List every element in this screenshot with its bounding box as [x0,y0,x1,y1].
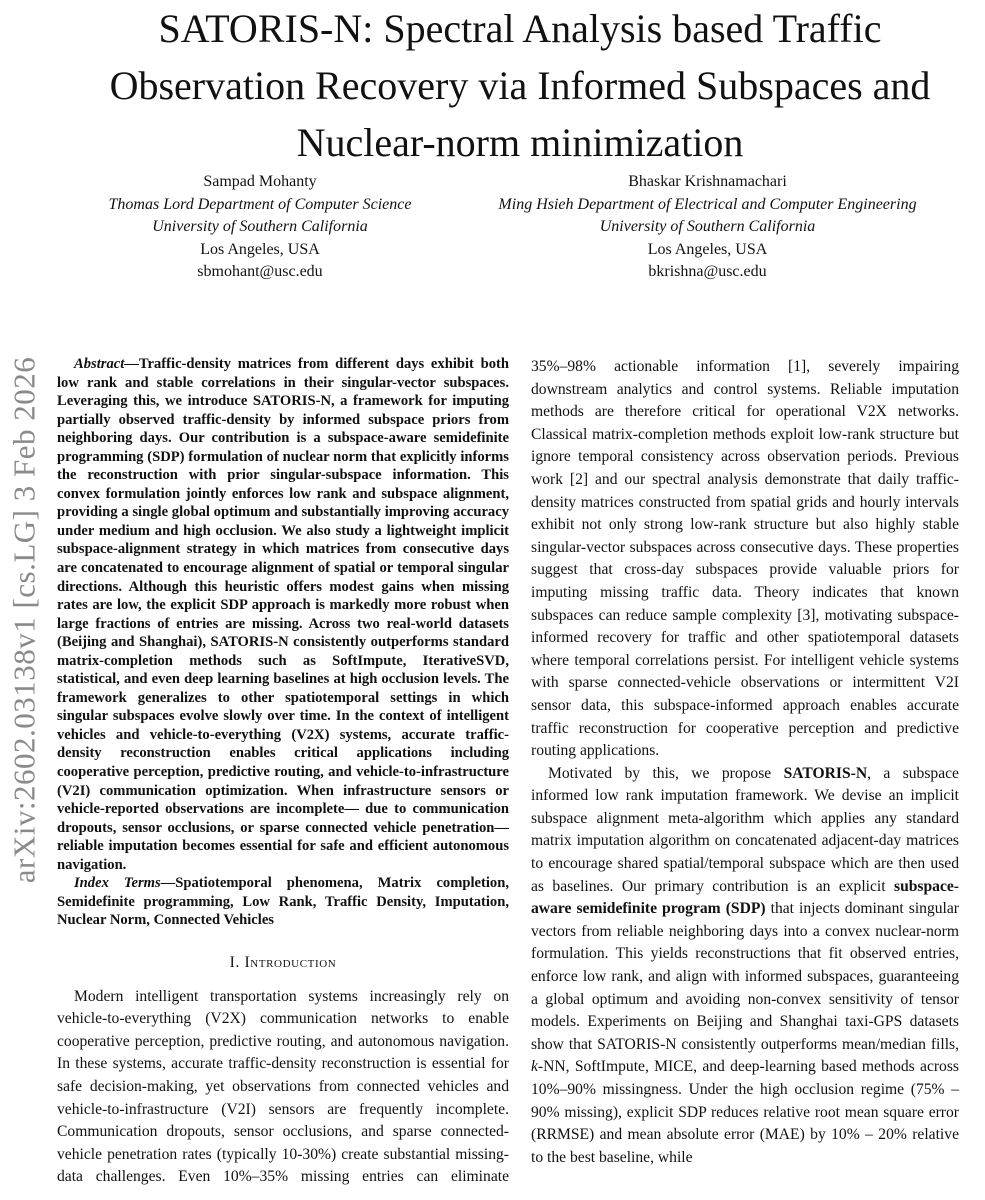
author-city: Los Angeles, USA [200,240,320,258]
arxiv-identifier: arXiv:2602.03138v1 [cs.LG] 3 Feb 2026 [6,356,41,884]
section-title: Introduction [244,953,337,971]
section-heading-introduction [57,952,509,975]
intro-p2-italic-k: k [531,1058,538,1076]
intro-paragraph-1: Modern intelligent transportation systems increasingly rely on vehicle-to-everything (V2X) communication networks to enable cooperative perception, predictive routing, and autonomous navigation. In these systems, accurate traffic-density reconstruction is essential for safe decision-making, yet observations from connected vehicles and vehicle-to-infrastructure (V2I) sensors are frequently incomplete. Communication dropouts, sensor occlusions, and sparse connected-vehicle penetration rates (typically 10-30%) create substantial missing-data challenges. Even 10%–35% missing entries can eliminate [57,987,509,1186]
abstract-label: Abstract [74,356,125,372]
author-department: Ming Hsieh Department of Electrical and Computer Engineering [498,195,917,213]
section-numeral: I. [229,953,240,971]
title-line-2: Observation Recovery via Informed Subspaces and [109,63,931,108]
intro-p2-bold-framework: SATORIS-N [783,764,868,782]
title-line-1: SATORIS-N: Spectral Analysis based Traffic [158,6,882,51]
index-terms-text: —Spatiotemporal phenomena, Matrix completion, Semidefinite programming, Low Rank, Traffic Density, Imputation, Nuclear Norm, Connected Vehicles [57,875,509,929]
author-block-1 [60,171,460,284]
author-email: bkrishna@usc.edu [648,263,767,280]
left-column [57,355,509,1189]
intro-paragraph-2 [531,763,959,1170]
title-line-3: Nuclear-norm minimization [296,120,744,165]
author-name: Sampad Mohanty [203,173,317,190]
author-city: Los Angeles, USA [647,240,768,258]
intro-p2-text-1: Motivated by this, we propose [548,764,784,782]
abstract [57,355,509,874]
index-terms-label: Index Terms [74,875,161,892]
right-column [531,356,959,1169]
arxiv-side-stamp [4,310,44,930]
intro-p2-bold-sdp: subspace-aware semidefinite program (SDP) [531,877,959,918]
author-block-2 [455,171,960,284]
intro-p2-text-2: , a subspace informed low rank imputation framework. We devise an implicit subspace alignment meta-algorithm which applies any standard matrix imputation algorithm on concatenated adjacent-day matrices to encourage shared spatial/temporal subspace which are then used as baselines. Our primary contribution is an explicit [531,764,959,895]
paper-title [40,0,985,171]
author-department: Thomas Lord Department of Computer Science [108,195,412,213]
intro-p2-text-3: that injects dominant singular vectors from reliable neighboring days into a convex nuclear-norm formulation. This yields reconstructions that fit observed entries, enforce low rank, and align with informed subspaces, guaranteeing a global optimum and avoiding non-convex sensitivity of tensor models. Experiments on Beijing and Shanghai taxi-GPS datasets show that SATORIS-N consistently outperforms mean/median fills, [531,900,959,1053]
abstract-text: —Traffic-density matrices from different days exhibit both low rank and stable correlations in their singular-vector subspaces. Leveraging this, we introduce SATORIS-N, a framework for imputing partially observed traffic-density by informed subspace priors from neighboring days. Our contribution is a subspace-aware semidefinite programming (SDP) formulation of nuclear norm that explicitly informs the reconstruction with prior singular-subspace information. This convex formulation jointly enforces low rank and subspace alignment, providing a single global optimum and substantially improving accuracy under medium and high occlusion. We also study a lightweight implicit subspace-alignment strategy in which matrices from consecutive days are concatenated to encourage alignment of spatial or temporal singular directions. Although this heuristic offers modest gains when missing rates are low, the explicit SDP approach is markedly more robust when large fractions of entries are missing. Across two real-world datasets (Beijing and Shanghai), SATORIS-N consistently outperforms standard matrix-completion methods such as SoftImpute, IterativeSVD, statistical, and even deep learning baselines at high occlusion levels. The framework generalizes to other spatiotemporal settings in which singular subspaces evolve slowly over time. In the context of intelligent vehicles and vehicle-to-everything (V2X) systems, accurate traffic-density reconstruction enables critical applications including cooperative perception, predictive routing, and vehicle-to-infrastructure (V2I) communication optimization. When infrastructure sensors or vehicle-reported observations are incomplete— due to communication dropouts, sensor occlusions, or sparse connected vehicle penetration—reliable imputation becomes essential for safe and efficient autonomous navigation. [57,356,509,873]
author-name: Bhaskar Krishnamachari [628,173,787,190]
index-terms [57,874,509,930]
author-email: sbmohant@usc.edu [197,263,323,280]
author-university: University of Southern California [599,218,816,235]
intro-p2-text-4: -NN, SoftImpute, MICE, and deep-learning based methods across 10%–90% missingness. Under the high occlusion regime (75% – 90% missing), explicit SDP reduces relative root mean square error (RRMSE) and mean absolute error (MAE) by 10% – 20% relative to the best baseline, while [531,1058,959,1166]
intro-paragraph-1-continued: 35%–98% actionable information [1], severely impairing downstream analytics and control systems. Reliable imputation methods are therefore critical for operational V2X networks. Classical matrix-completion methods exploit low-rank structure but ignore temporal consistency across observation periods. Previous work [2] and our spectral analysis demonstrate that daily traffic-density matrices constructed from spatial grids and hourly intervals exhibit not only strong low-rank structure but also highly stable singular-vector subspaces across consecutive days. These properties suggest that cross-day subspaces provide valuable priors for imputing missing traffic data. Theory indicates that known subspaces can reduce sample complexity [3], motivating subspace-informed recovery for traffic and other spatiotemporal datasets where temporal correlations persist. For intelligent vehicle systems with sparse connected-vehicle observations or intermittent V2I sensor data, this subspace-informed approach enables accurate traffic reconstruction for cooperative perception and predictive routing applications. [531,358,959,760]
author-university: University of Southern California [152,218,368,235]
